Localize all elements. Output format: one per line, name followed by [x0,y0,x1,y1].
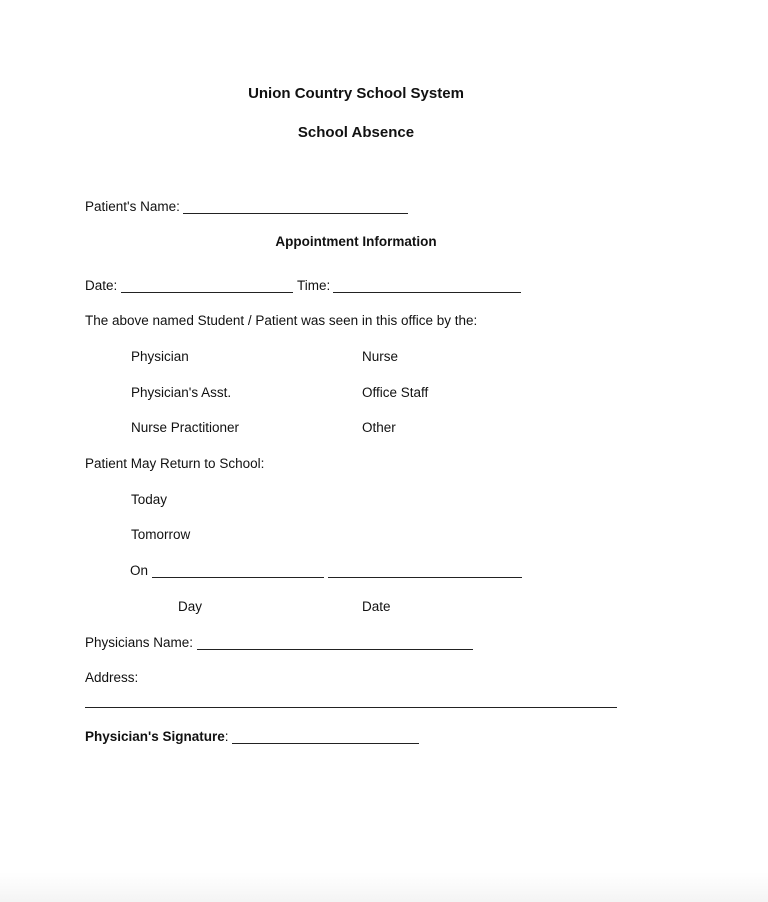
signature-label: Physician's Signature [85,729,225,744]
organization-title: Union Country School System [248,85,464,102]
form-title: School Absence [297,124,415,141]
address-label: Address: [85,670,139,685]
option-other[interactable]: Other [362,420,396,435]
option-office-staff[interactable]: Office Staff [362,385,429,400]
patient-name-label: Patient's Name: [85,199,180,214]
physician-name-field[interactable] [197,649,473,650]
on-label: On [130,563,149,578]
signature-field[interactable] [232,743,419,744]
patient-name-field[interactable] [183,213,408,214]
return-date-field[interactable] [328,577,522,578]
option-physicians-asst[interactable]: Physician's Asst. [131,385,232,400]
date-label: Date: [85,278,118,293]
option-physician[interactable]: Physician [131,349,189,364]
physician-name-label: Physicians Name: [85,635,194,650]
time-field[interactable] [333,292,521,293]
address-field[interactable] [85,707,617,708]
option-today[interactable]: Today [131,492,168,507]
date-field[interactable] [121,292,293,293]
signature-label-wrap [85,729,229,744]
option-tomorrow[interactable]: Tomorrow [131,527,191,542]
time-label: Time: [297,278,331,293]
signature-colon: : [224,729,229,744]
seen-by-prompt: The above named Student / Patient was seen in this office by the: [85,313,478,328]
option-nurse-practitioner[interactable]: Nurse Practitioner [131,420,240,435]
appointment-section-title: Appointment Information [275,234,437,249]
date-caption: Date [362,599,391,614]
return-day-field[interactable] [152,577,324,578]
return-prompt: Patient May Return to School: [85,456,265,471]
option-nurse[interactable]: Nurse [362,349,399,364]
day-caption: Day [178,599,203,614]
